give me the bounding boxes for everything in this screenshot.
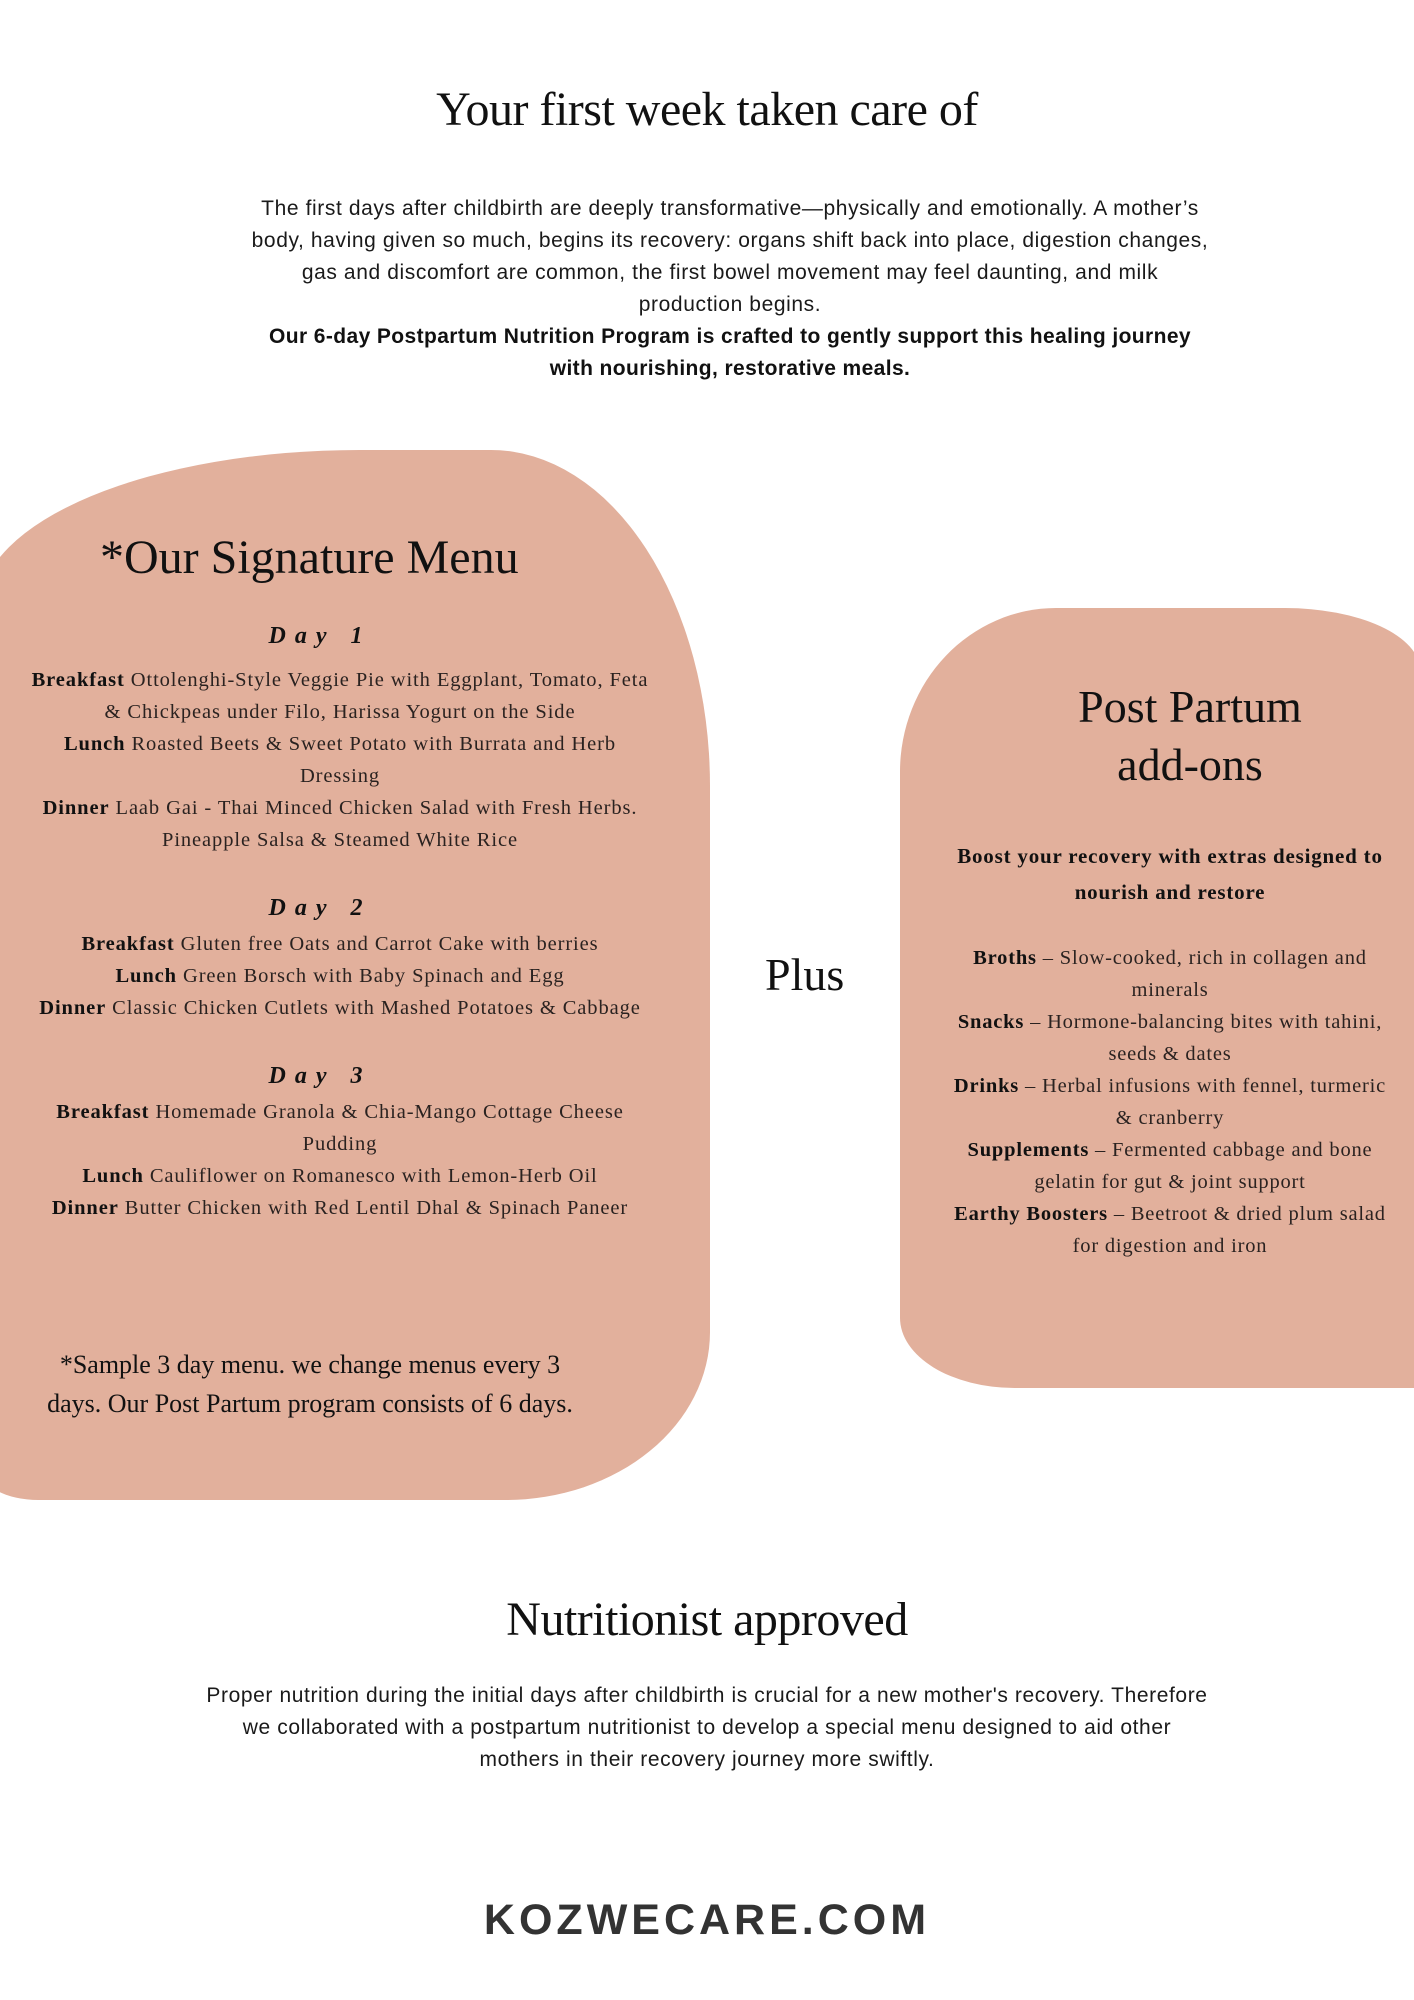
intro-paragraph <box>250 193 1210 385</box>
day-label: Day 1 <box>268 623 372 649</box>
meal-key: Breakfast <box>81 933 175 955</box>
meal-text: Classic Chicken Cutlets with Mashed Potatoes & Cabbage <box>112 997 641 1019</box>
intro-bold-text: Our 6-day Postpartum Nutrition Program is crafted to gently support this healing journey with nourishing, restorative meals. <box>269 325 1191 380</box>
addons-title-line2: add-ons <box>1117 739 1263 790</box>
meal-item <box>25 1096 655 1160</box>
day-2-block <box>25 892 655 1024</box>
meal-item <box>25 728 655 792</box>
addon-text: – Beetroot & dried plum salad for digestion and iron <box>1072 1203 1386 1257</box>
meal-text: Butter Chicken with Red Lentil Dhal & Spinach Paneer <box>124 1197 629 1219</box>
footer-website[interactable]: KOZWECARE.COM <box>483 1896 931 1944</box>
addon-key: Drinks <box>953 1075 1020 1097</box>
nutrition-text: Proper nutrition during the initial days after childbirth is crucial for a new mother's recovery. Therefore we collaborated with a postpartum nutritionist to develop a special menu designed to aid other mothers in their recovery journey more swiftly. <box>206 1684 1208 1771</box>
meal-key: Breakfast <box>31 669 125 691</box>
nutrition-title: Nutritionist approved <box>506 1593 908 1646</box>
day-1-block <box>25 620 655 856</box>
meal-item <box>25 792 655 856</box>
meal-key: Lunch <box>115 965 177 987</box>
meal-key: Lunch <box>82 1165 144 1187</box>
meal-text: Homemade Granola & Chia-Mango Cottage Cheese Pudding <box>155 1101 624 1155</box>
meal-key: Breakfast <box>56 1101 150 1123</box>
day-label: Day 3 <box>268 1063 372 1089</box>
meal-key: Dinner <box>42 797 110 819</box>
addon-item <box>950 1198 1390 1262</box>
meal-key: Lunch <box>63 733 126 755</box>
addons-title <box>1040 678 1340 794</box>
meal-text: Laab Gai - Thai Minced Chicken Salad with Fresh Herbs. Pineapple Salsa & Steamed White Rice <box>115 797 638 851</box>
addon-text: – Fermented cabbage and bone gelatin for gut & joint support <box>1034 1139 1373 1193</box>
addon-item <box>950 1070 1390 1134</box>
meal-text: Gluten free Oats and Carrot Cake with berries <box>180 933 599 955</box>
day-label: Day 2 <box>268 895 372 921</box>
addon-item <box>950 1006 1390 1070</box>
addon-key: Snacks <box>957 1011 1025 1033</box>
meal-text: Roasted Beets & Sweet Potato with Burrata and Herb Dressing <box>131 733 617 787</box>
signature-menu <box>25 620 655 1224</box>
addon-item <box>950 1134 1390 1198</box>
sample-menu-note: *Sample 3 day menu. we change menus every 3 days. Our Post Partum program consists of 6 days. <box>47 1350 573 1418</box>
addons-subtitle: Boost your recovery with extras designed to nourish and restore <box>957 844 1383 904</box>
meal-item <box>25 960 655 992</box>
meal-item <box>25 664 655 728</box>
addon-key: Broths <box>973 947 1037 969</box>
meal-item <box>25 928 655 960</box>
meal-text: Green Borsch with Baby Spinach and Egg <box>183 965 565 987</box>
day-3-block <box>25 1060 655 1224</box>
addon-key: Supplements <box>967 1139 1090 1161</box>
addon-text: – Hormone-balancing bites with tahini, seeds & dates <box>1030 1011 1383 1065</box>
meal-item <box>25 992 655 1024</box>
addons-title-line1: Post Partum <box>1078 681 1302 732</box>
meal-item <box>25 1192 655 1224</box>
addon-text: – Slow-cooked, rich in collagen and minerals <box>1042 947 1367 1001</box>
meal-key: Dinner <box>39 997 107 1019</box>
meal-key: Dinner <box>51 1197 119 1219</box>
page-title: Your first week taken care of <box>436 83 978 136</box>
addon-text: – Herbal infusions with fennel, turmeric & cranberry <box>1025 1075 1387 1129</box>
meal-text: Ottolenghi-Style Veggie Pie with Eggplant, Tomato, Feta & Chickpeas under Filo, Harissa Yogurt on the Side <box>104 669 649 723</box>
intro-text: The first days after childbirth are deeply transformative—physically and emotionally. A mother’s body, having given so much, begins its recovery: organs shift back into place, digestion changes, gas and discomfort are common, the first bowel movement may feel daunting, and milk production begins. <box>251 197 1209 316</box>
meal-text: Cauliflower on Romanesco with Lemon-Herb Oil <box>149 1165 598 1187</box>
addons-list <box>950 942 1390 1262</box>
signature-menu-title: *Our Signature Menu <box>100 531 519 584</box>
addon-key: Earthy Boosters <box>954 1203 1108 1225</box>
plus-label: Plus <box>765 949 845 1000</box>
addon-item <box>950 942 1390 1006</box>
meal-item <box>25 1160 655 1192</box>
